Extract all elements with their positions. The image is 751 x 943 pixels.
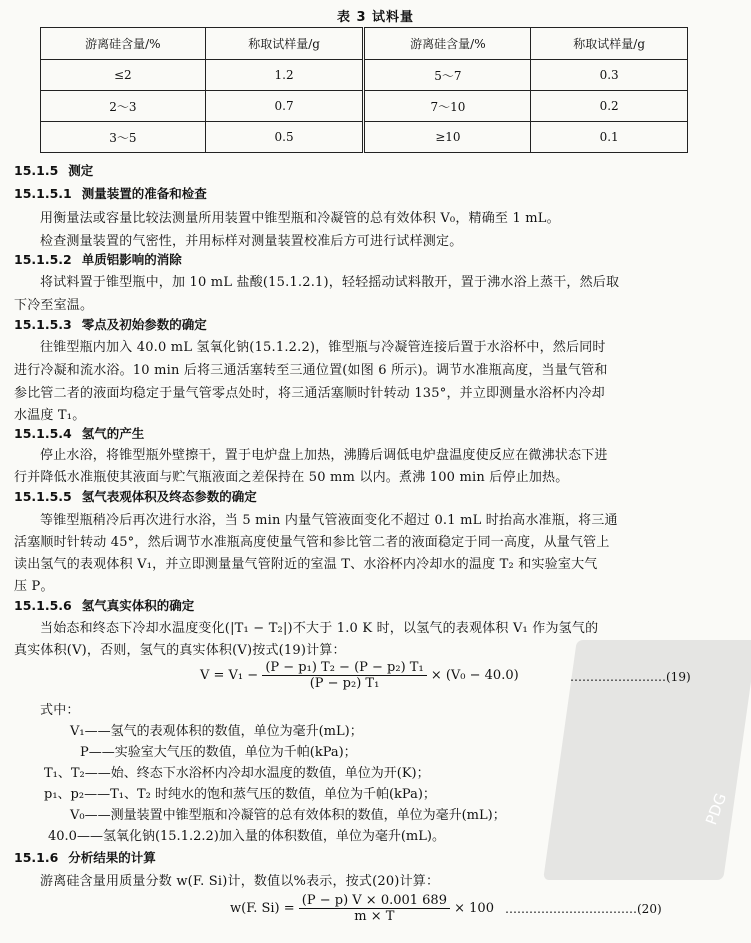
paragraph-line: 读出氢气的表观体积 V₁，并立即测量量气管附近的室温 T、水浴杯内冷却水的温度 T₂ 和实验室大气 <box>14 557 598 572</box>
table-cell: 2～3 <box>41 91 206 122</box>
section-heading: 15.1.5 测定 <box>14 163 94 178</box>
equation-numerator: (P − p) V × 0.001 689 <box>299 893 450 909</box>
section-heading: 15.1.5.6 氢气真实体积的确定 <box>14 598 195 613</box>
pdg-watermark: PDG <box>702 790 731 828</box>
variable-definition: 40.0——氢氧化钠(15.1.2.2)加入量的体积数值，单位为毫升(mL)。 <box>48 829 445 844</box>
paragraph-line: 往锥型瓶内加入 40.0 mL 氢氧化钠(15.1.2.2)，锥型瓶与冷凝管连接后置于水浴杯中，然后同时 <box>40 340 606 355</box>
equation-fraction <box>262 660 426 691</box>
equation-denominator: (P − p₂) T₁ <box>309 676 380 691</box>
table-header: 称取试样量/g <box>531 28 688 60</box>
section-heading: 15.1.5.2 单质铝影响的消除 <box>14 252 182 267</box>
paragraph-line: 真实体积(V)，否则，氢气的真实体积(V)按式(19)计算： <box>14 643 346 658</box>
paragraph-line: 行并降低水准瓶使其液面与贮气瓶液面之差保持在 50 mm 以内。煮沸 100 min 后停止加热。 <box>14 470 569 485</box>
paragraph-line: 压 P。 <box>14 579 54 594</box>
equation-lhs: w(F. Si) = <box>230 901 295 916</box>
section-heading: 15.1.5.3 零点及初始参数的确定 <box>14 317 207 332</box>
sample-amount-table <box>40 27 688 153</box>
paragraph-line: 进行冷凝和流水浴。10 min 后将三通活塞转至三通位置(如图 6 所示)。调节水准瓶高度，当量气管和 <box>14 363 608 378</box>
table-cell: ≥10 <box>364 122 531 153</box>
variable-definition: V₀——测量装置中锥型瓶和冷凝管的总有效体积的数值，单位为毫升(mL)； <box>70 808 506 823</box>
where-label: 式中： <box>40 703 80 718</box>
paragraph-line: 参比管二者的液面均稳定于量气管零点处时，将三通活塞顺时针转动 135°，并立即测量水浴杯内冷却 <box>14 386 605 401</box>
table-cell: 5～7 <box>364 60 531 91</box>
equation-rhs: × (V₀ − 40.0) <box>430 668 519 683</box>
equation-lhs: V = V₁ − <box>200 668 259 683</box>
paragraph-line: 当始态和终态下冷却水温度变化(|T₁ − T₂|)不大于 1.0 K 时，以氢气的表观体积 V₁ 作为氢气的 <box>40 621 599 636</box>
equation-numerator: (P − p₁) T₂ − (P − p₂) T₁ <box>262 660 426 676</box>
equation-19 <box>200 660 519 691</box>
paragraph-line: 游离硅含量用质量分数 w(F. Si)计，数值以%表示，按式(20)计算： <box>40 874 440 889</box>
table-header: 游离硅含量/% <box>41 28 206 60</box>
table-header: 游离硅含量/% <box>364 28 531 60</box>
paragraph-line: 用衡量法或容量比较法测量所用装置中锥型瓶和冷凝管的总有效体积 V₀，精确至 1 mL。 <box>40 211 560 226</box>
equation-rhs: × 100 <box>454 901 494 916</box>
table-row <box>41 60 688 91</box>
table-cell: 0.1 <box>531 122 688 153</box>
table-cell: 0.7 <box>205 91 364 122</box>
paragraph-line: 水温度 T₁。 <box>14 408 86 423</box>
equation-number: ……………………………(20) <box>505 902 662 916</box>
table-title: 表 3 试料量 <box>336 10 415 25</box>
table-cell: 3～5 <box>41 122 206 153</box>
paragraph-line: 下冷至室温。 <box>14 298 94 313</box>
variable-definition: P——实验室大气压的数值，单位为千帕(kPa)； <box>80 745 357 760</box>
table-cell: 1.2 <box>205 60 364 91</box>
paragraph-line: 检查测量装置的气密性，并用标样对测量装置校准后方可进行试样测定。 <box>40 234 463 249</box>
equation-number: ……………………(19) <box>570 670 691 684</box>
table-cell: ≤2 <box>41 60 206 91</box>
variable-definition: V₁——氢气的表观体积的数值，单位为毫升(mL)； <box>70 724 363 739</box>
paragraph-line: 停止水浴，将锥型瓶外壁擦干，置于电炉盘上加热，沸腾后调低电炉盘温度使反应在微沸状态下进 <box>40 448 608 463</box>
table-header: 称取试样量/g <box>205 28 364 60</box>
section-heading: 15.1.5.5 氢气表观体积及终态参数的确定 <box>14 489 257 504</box>
paragraph-line: 等锥型瓶稍冷后再次进行水浴，当 5 min 内量气管液面变化不超过 0.1 mL 时抬高水准瓶，将三通 <box>40 513 618 528</box>
equation-denominator: m × T <box>354 909 395 924</box>
section-heading: 15.1.5.1 测量装置的准备和检查 <box>14 186 207 201</box>
variable-definition: p₁、p₂——T₁、T₂ 时纯水的饱和蒸气压的数值，单位为千帕(kPa)； <box>44 787 436 802</box>
paragraph-line: 将试料置于锥型瓶中，加 10 mL 盐酸(15.1.2.1)，轻轻摇动试料散开，置于沸水浴上蒸干，然后取 <box>40 275 620 290</box>
table-row <box>41 122 688 153</box>
table-cell: 0.2 <box>531 91 688 122</box>
table-cell: 0.5 <box>205 122 364 153</box>
equation-fraction <box>299 893 450 924</box>
equation-20 <box>230 893 494 924</box>
paragraph-line: 活塞顺时针转动 45°，然后调节水准瓶高度使量气管和参比管二者的液面稳定于同一高度，从量气管上 <box>14 535 610 550</box>
table-cell: 0.3 <box>531 60 688 91</box>
section-heading: 15.1.6 分析结果的计算 <box>14 850 156 865</box>
section-heading: 15.1.5.4 氢气的产生 <box>14 426 145 441</box>
table-header-row <box>41 28 688 60</box>
table-row <box>41 91 688 122</box>
variable-definition: T₁、T₂——始、终态下水浴杯内冷却水温度的数值，单位为开(K)； <box>44 766 430 781</box>
table-cell: 7～10 <box>364 91 531 122</box>
